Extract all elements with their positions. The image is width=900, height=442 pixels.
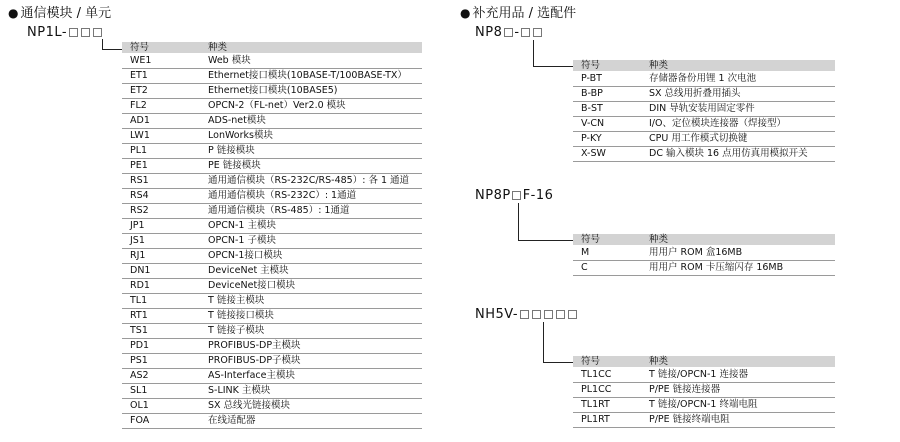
row-code: AD1: [122, 114, 200, 129]
row-type: T 链接主模块: [200, 294, 422, 309]
column-header-code: 符号: [573, 60, 641, 72]
table-row: [122, 369, 422, 384]
table-row: [573, 132, 835, 147]
placeholder-box: [504, 28, 513, 37]
row-code: M: [573, 246, 641, 261]
table-row: [122, 204, 422, 219]
table-row: [573, 246, 835, 261]
row-type: T 链接/OPCN-1 终端电阻: [641, 398, 835, 413]
connector-line: [518, 240, 573, 241]
table-row: [573, 413, 835, 428]
row-code: RS2: [122, 204, 200, 219]
row-code: PL1RT: [573, 413, 641, 428]
model-code-separator: -: [514, 25, 520, 40]
row-code: FOA: [122, 414, 200, 429]
row-type: P/PE 链接终端电阻: [641, 413, 835, 428]
row-code: PD1: [122, 339, 200, 354]
table-header-row: [573, 234, 835, 246]
row-type: Web 模块: [200, 54, 422, 69]
row-type: I/O、定位模块连接器（焊接型）: [641, 117, 835, 132]
row-type: CPU 用工作模式切换键: [641, 132, 835, 147]
connector-line: [518, 203, 519, 240]
row-code: AS2: [122, 369, 200, 384]
column-header-code: 符号: [122, 42, 200, 54]
table-row: [122, 339, 422, 354]
row-code: RS4: [122, 189, 200, 204]
connector-line: [533, 66, 573, 67]
column-header-code: 符号: [573, 356, 641, 368]
column-header-type: 种类: [641, 356, 835, 368]
table-row: [122, 399, 422, 414]
row-type: 在线适配器: [200, 414, 422, 429]
row-code: PL1CC: [573, 383, 641, 398]
row-code: PS1: [122, 354, 200, 369]
row-type: 通用通信模块（RS-232C）: 1通道: [200, 189, 422, 204]
communication-modules-table: [122, 42, 422, 429]
model-code-prefix: NH5V-: [475, 307, 519, 322]
table-row: [122, 144, 422, 159]
row-code: V-CN: [573, 117, 641, 132]
row-type: SX 总线用折叠用插头: [641, 87, 835, 102]
row-code: JP1: [122, 219, 200, 234]
model-code-nh5v: [475, 307, 578, 323]
table-row: [122, 99, 422, 114]
table-row: [573, 261, 835, 276]
row-code: TL1CC: [573, 368, 641, 383]
model-code-np8p: [475, 188, 553, 204]
row-type: P/PE 链接连接器: [641, 383, 835, 398]
row-type: AS-Interface主模块: [200, 369, 422, 384]
model-code-suffix: F-16: [522, 188, 554, 203]
model-code-prefix: NP1L-: [27, 25, 68, 40]
row-type: OPCN-2（FL-net）Ver2.0 模块: [200, 99, 422, 114]
row-code: ET1: [122, 69, 200, 84]
row-code: ET2: [122, 84, 200, 99]
accessories-table: [573, 60, 835, 162]
table-row: [573, 117, 835, 132]
row-code: X-SW: [573, 147, 641, 162]
row-type: 通用通信模块（RS-485）: 1通道: [200, 204, 422, 219]
connector-line: [102, 49, 122, 50]
row-type: P 链接模块: [200, 144, 422, 159]
section-communication-modules: [8, 5, 111, 22]
table-row: [122, 174, 422, 189]
table-row: [573, 383, 835, 398]
row-code: SL1: [122, 384, 200, 399]
row-type: ADS-net模块: [200, 114, 422, 129]
connector-line: [543, 362, 573, 363]
table-header-row: [573, 356, 835, 368]
row-type: DC 输入模块 16 点用仿真用模拟开关: [641, 147, 835, 162]
row-code: B-BP: [573, 87, 641, 102]
row-type: PE 链接模块: [200, 159, 422, 174]
table-row: [122, 264, 422, 279]
row-code: TL1RT: [573, 398, 641, 413]
row-type: OPCN-1 子模块: [200, 234, 422, 249]
table-row: [122, 84, 422, 99]
row-type: 用用户 ROM 卡压缩闪存 16MB: [641, 261, 835, 276]
row-code: P-BT: [573, 72, 641, 87]
table-row: [573, 87, 835, 102]
table-row: [122, 249, 422, 264]
row-type: 用用户 ROM 盒16MB: [641, 246, 835, 261]
row-code: LW1: [122, 129, 200, 144]
section-title: 补充用品 / 选配件: [472, 6, 577, 21]
table-row: [122, 384, 422, 399]
table-row: [122, 324, 422, 339]
table-row: [122, 159, 422, 174]
connectors-table: [573, 356, 835, 428]
row-type: Ethernet接口模块(10BASE-T/100BASE-TX）: [200, 69, 422, 84]
connector-line: [543, 322, 544, 362]
table-header-row: [573, 60, 835, 72]
placeholder-box: [544, 310, 553, 319]
table-row: [122, 279, 422, 294]
row-type: DeviceNet 主模块: [200, 264, 422, 279]
row-code: FL2: [122, 99, 200, 114]
row-code: RS1: [122, 174, 200, 189]
row-code: PE1: [122, 159, 200, 174]
placeholder-box: [568, 310, 577, 319]
row-code: OL1: [122, 399, 200, 414]
row-type: S-LINK 主模块: [200, 384, 422, 399]
row-type: SX 总线光链接模块: [200, 399, 422, 414]
row-type: OPCN-1接口模块: [200, 249, 422, 264]
table-header-row: [122, 42, 422, 54]
placeholder-box: [93, 28, 102, 37]
table-row: [122, 414, 422, 429]
column-header-type: 种类: [200, 42, 422, 54]
placeholder-box: [521, 28, 530, 37]
row-type: DeviceNet接口模块: [200, 279, 422, 294]
placeholder-box: [512, 191, 521, 200]
row-type: 通用通信模块（RS-232C/RS-485）: 各 1 通道: [200, 174, 422, 189]
row-code: PL1: [122, 144, 200, 159]
column-header-type: 种类: [641, 60, 835, 72]
model-code-np1l: [27, 25, 103, 41]
section-accessories: [460, 5, 576, 22]
table-row: [573, 368, 835, 383]
placeholder-box: [532, 310, 541, 319]
model-code-prefix: NP8P: [475, 188, 511, 203]
bullet-icon: ●: [8, 6, 19, 20]
row-code: C: [573, 261, 641, 276]
row-code: RD1: [122, 279, 200, 294]
row-code: TS1: [122, 324, 200, 339]
table-row: [122, 54, 422, 69]
column-header-type: 种类: [641, 234, 835, 246]
user-rom-table: [573, 234, 835, 276]
column-header-code: 符号: [573, 234, 641, 246]
row-type: DIN 导轨安装用固定零件: [641, 102, 835, 117]
connector-line: [533, 40, 534, 66]
row-code: JS1: [122, 234, 200, 249]
bullet-icon: ●: [460, 6, 471, 20]
table-row: [122, 219, 422, 234]
row-type: T 链接接口模块: [200, 309, 422, 324]
table-row: [573, 147, 835, 162]
row-code: B-ST: [573, 102, 641, 117]
placeholder-box: [69, 28, 78, 37]
row-type: PROFIBUS-DP主模块: [200, 339, 422, 354]
model-code-prefix: NP8: [475, 25, 503, 40]
placeholder-box: [556, 310, 565, 319]
row-type: LonWorks模块: [200, 129, 422, 144]
table-row: [122, 189, 422, 204]
row-code: TL1: [122, 294, 200, 309]
section-title: 通信模块 / 单元: [20, 6, 112, 21]
table-row: [122, 69, 422, 84]
placeholder-box: [533, 28, 542, 37]
row-type: Ethernet接口模块(10BASE5): [200, 84, 422, 99]
row-code: RJ1: [122, 249, 200, 264]
row-type: 存储器备份用锂 1 次电池: [641, 72, 835, 87]
table-row: [573, 102, 835, 117]
placeholder-box: [520, 310, 529, 319]
row-code: DN1: [122, 264, 200, 279]
row-code: P-KY: [573, 132, 641, 147]
row-code: WE1: [122, 54, 200, 69]
row-type: PROFIBUS-DP子模块: [200, 354, 422, 369]
row-type: T 链接子模块: [200, 324, 422, 339]
row-type: OPCN-1 主模块: [200, 219, 422, 234]
table-row: [122, 129, 422, 144]
table-row: [122, 309, 422, 324]
row-type: T 链接/OPCN-1 连接器: [641, 368, 835, 383]
table-row: [122, 294, 422, 309]
table-row: [573, 72, 835, 87]
table-row: [573, 398, 835, 413]
table-row: [122, 354, 422, 369]
row-code: RT1: [122, 309, 200, 324]
model-code-np8: [475, 25, 544, 41]
placeholder-box: [81, 28, 90, 37]
table-row: [122, 234, 422, 249]
table-row: [122, 114, 422, 129]
